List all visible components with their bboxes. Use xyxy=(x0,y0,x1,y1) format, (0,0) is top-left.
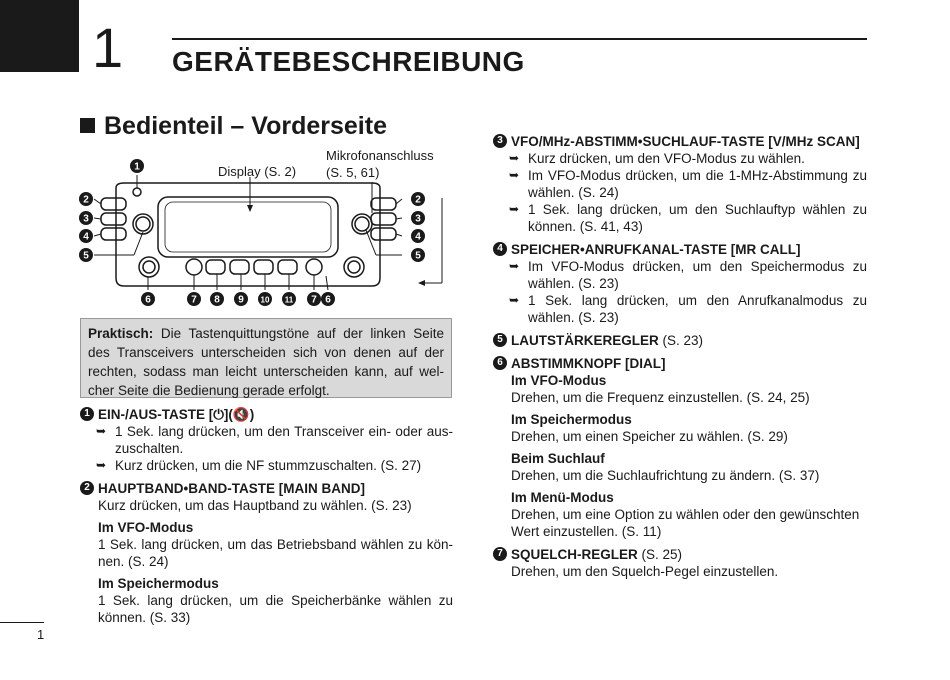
main-band-key-right xyxy=(371,198,396,210)
bullet-item: ➥ 1 Sek. lang drücken, um den Transceiver ein- oder auszuschalten. xyxy=(96,424,453,456)
page-number: 1 xyxy=(37,627,45,642)
arrow-bullet-icon: ➥ xyxy=(509,293,520,307)
item-text: 1 Sek. lang drücken, um das Betriebsband wählen zu können. (S. 24) xyxy=(98,537,453,569)
squelch-knob-left xyxy=(186,259,202,275)
dial-left xyxy=(139,257,159,277)
bullet-item: ➥ Kurz drücken, um den VFO-Modus zu wählen. xyxy=(509,151,805,166)
bullet-item: ➥ Kurz drücken, um die NF stummzuschalten. (S. 27) xyxy=(96,458,422,473)
mode-subheading: Beim Suchlauf xyxy=(511,451,605,466)
power-led xyxy=(133,188,141,196)
bullet-item: ➥ 1 Sek. lang drücken, um den Anrufkanalmodus zu wählen. (S. 23) xyxy=(509,293,867,325)
arrow-bullet-icon: ➥ xyxy=(509,151,520,165)
callout-2: 2 xyxy=(415,194,421,206)
callout-3: 3 xyxy=(83,213,89,225)
panel-key-9 xyxy=(230,260,249,274)
arrow-bullet-icon: ➥ xyxy=(509,202,520,216)
right-column xyxy=(493,133,867,580)
item-heading-5: 5 LAUTSTÄRKEREGLER (S. 23) xyxy=(493,332,867,349)
tip-box: Praktisch: Die Tastenquittungstöne auf der linken Seite des Transceivers unterscheiden sich von denen auf der rechten, sodass man leicht unterscheiden kann, auf welcher Seite die Bedienung gerade erfolgt. xyxy=(80,318,452,398)
mr-key-left xyxy=(101,228,126,240)
panel-key-10 xyxy=(254,260,273,274)
item-text: Drehen, um den Squelch-Pegel einzustellen. xyxy=(511,564,779,579)
vfo-key-left xyxy=(101,213,126,225)
bullet-item: ➥ 1 Sek. lang drücken, um den Suchlauftyp wählen zu können. (S. 41, 43) xyxy=(509,202,867,234)
callout-8: 8 xyxy=(214,294,220,306)
mr-key-right xyxy=(371,228,396,240)
callout-1: 1 xyxy=(134,161,140,173)
callout-7: 7 xyxy=(311,294,317,306)
callout-11: 11 xyxy=(284,295,294,305)
callout-3: 3 xyxy=(415,213,421,225)
arrow-bullet-icon: ➥ xyxy=(96,458,107,472)
chapter-tab xyxy=(0,0,79,72)
mode-subheading: Im Menü-Modus xyxy=(511,490,614,505)
item-heading-2: 2 HAUPTBAND•BAND-TASTE [MAIN BAND] xyxy=(80,480,453,497)
callout-10: 10 xyxy=(260,295,270,305)
chapter-number: 1 xyxy=(92,16,124,79)
front-panel-figure xyxy=(76,150,450,310)
callout-4: 4 xyxy=(83,231,89,243)
item-heading-4: 4 SPEICHER•ANRUFKANAL-TASTE [MR CALL] xyxy=(493,241,867,258)
mode-subheading: Im VFO-Modus xyxy=(511,373,607,388)
square-bullet-icon xyxy=(80,118,95,133)
panel-key-11 xyxy=(278,260,297,274)
chapter-title: GERÄTEBESCHREIBUNG xyxy=(172,46,525,77)
item-text: Drehen, um die Frequenz einzustellen. (S. 24, 25) xyxy=(511,390,810,405)
vfo-key-right xyxy=(371,213,396,225)
footer-rule xyxy=(0,622,44,623)
item-text: Kurz drücken, um das Hauptband zu wählen. (S. 23) xyxy=(98,498,412,513)
dial-right xyxy=(344,257,364,277)
callout-6: 6 xyxy=(325,294,331,306)
mic-label: Mikrofonanschluss xyxy=(326,148,434,163)
callout-4: 4 xyxy=(415,231,421,243)
squelch-knob-right xyxy=(306,259,322,275)
callout-5: 5 xyxy=(83,250,89,262)
callout-6: 6 xyxy=(145,294,151,306)
mode-subheading: Im Speichermodus xyxy=(98,576,219,591)
section-title: Bedienteil – Vorderseite xyxy=(80,112,387,141)
panel-key-8 xyxy=(206,260,225,274)
item-heading-3: 3 VFO/MHz-ABSTIMM•SUCHLAUF-TASTE [V/MHz SCAN] xyxy=(493,133,867,150)
mode-subheading: Im VFO-Modus xyxy=(98,520,194,535)
arrow-bullet-icon: ➥ xyxy=(509,168,520,182)
mode-subheading: Im Speichermodus xyxy=(511,412,632,427)
left-column xyxy=(80,406,453,626)
bullet-item: ➥ Im VFO-Modus drücken, um die 1-MHz-Abstimmung zu wählen. (S. 24) xyxy=(509,168,867,200)
item-text: Drehen, um eine Option zu wählen oder den gewünschten Wert einzustellen. (S. 11) xyxy=(511,507,860,539)
item-text: Drehen, um einen Speicher zu wählen. (S. 29) xyxy=(511,429,788,444)
callout-9: 9 xyxy=(238,294,244,306)
item-heading-1: 1 EIN-/AUS-TASTE [⏻](🔇) xyxy=(80,406,453,423)
item-text: 1 Sek. lang drücken, um die Speicherbänke wählen zu können. (S. 33) xyxy=(98,593,453,625)
item-text: Drehen, um die Suchlaufrichtung zu ändern. (S. 37) xyxy=(511,468,820,483)
callout-7: 7 xyxy=(191,294,197,306)
item-heading-6: 6 ABSTIMMKNOPF [DIAL] xyxy=(493,355,867,372)
display-label: Display (S. 2) xyxy=(218,164,297,179)
arrow-bullet-icon: ➥ xyxy=(509,259,520,273)
callout-2: 2 xyxy=(83,194,89,206)
header-rule xyxy=(172,38,867,40)
mic-label-ref: (S. 5, 61) xyxy=(326,165,380,180)
arrow-bullet-icon: ➥ xyxy=(96,424,107,438)
main-band-key-left xyxy=(101,198,126,210)
item-heading-7: 7 SQUELCH-REGLER (S. 25) xyxy=(493,546,867,563)
callout-5: 5 xyxy=(415,250,421,262)
bullet-item: ➥ Im VFO-Modus drücken, um den Speichermodus zu wählen. (S. 23) xyxy=(509,259,867,291)
